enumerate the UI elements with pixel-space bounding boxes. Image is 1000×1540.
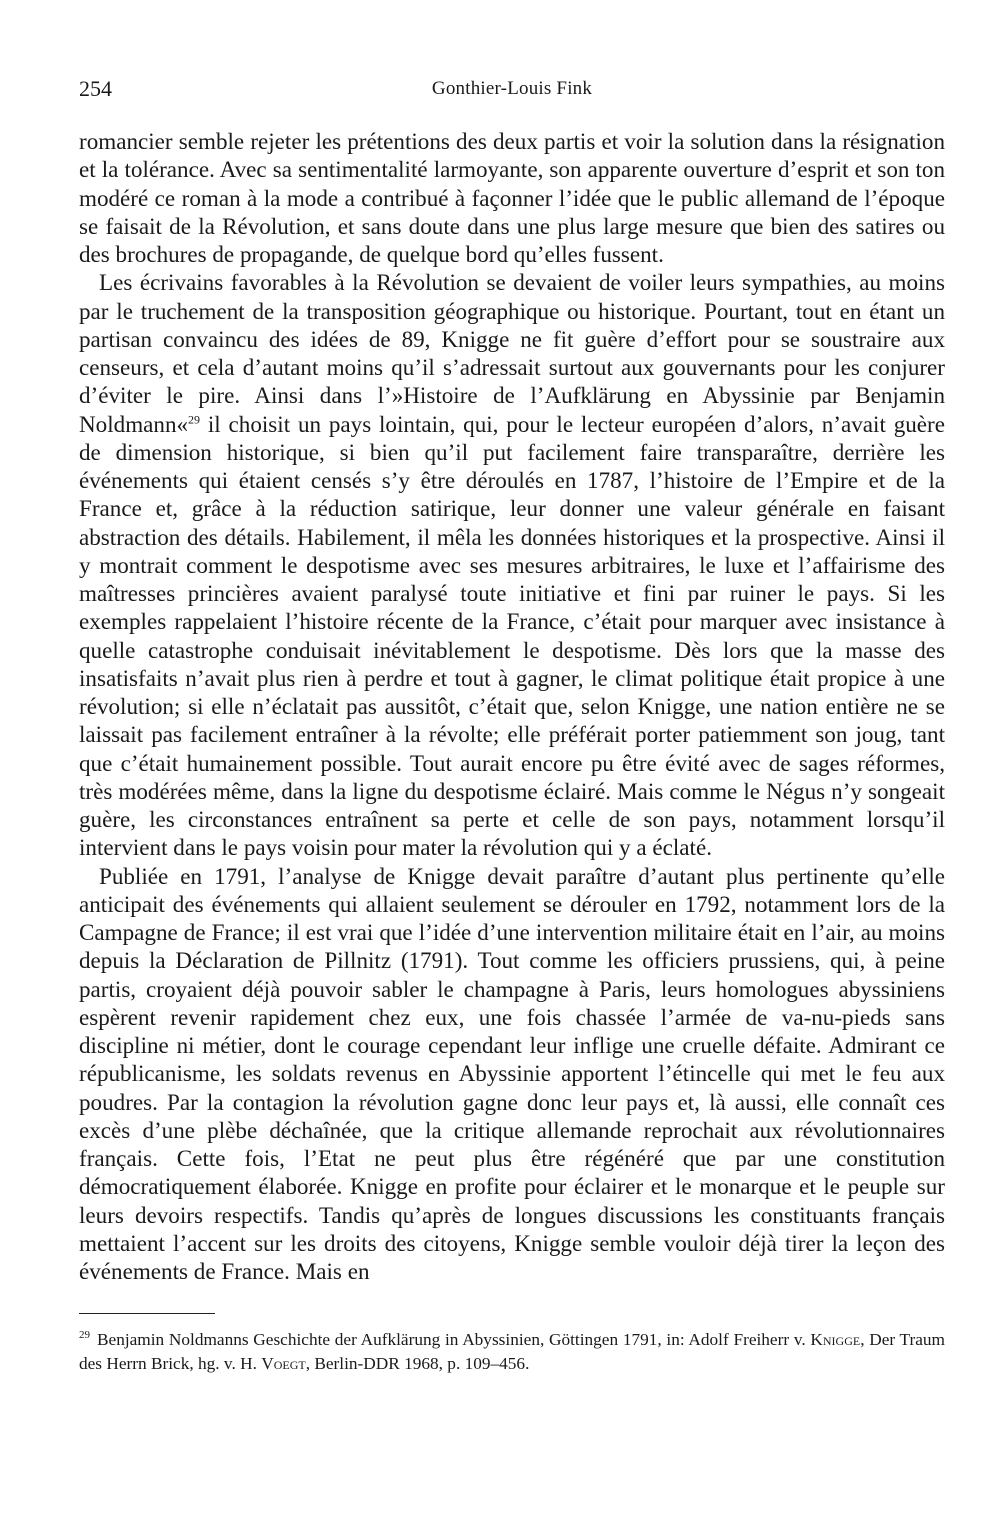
page-header <box>79 74 945 104</box>
footnote-editor: Voegt <box>261 1354 306 1374</box>
footnote-author: Knigge <box>810 1330 861 1350</box>
paragraph-1: romancier semble rejeter les prétentions des deux partis et voir la solution dans la résignation et la tolérance. Avec sa sentimentalité larmoyante, son apparente ouverture d’esprit et son ton modéré ce roman à la mode a contribué à façonner l’idée que le public allemand de l’époque se faisait de la Révolution, et sans doute dans une plus large mesure que bien des satires ou des brochures de propagande, de quelque bord qu’elles fussent. <box>79 128 945 267</box>
footnote-separator <box>79 1313 215 1314</box>
book-page <box>79 74 945 1376</box>
paragraph-3: Publiée en 1791, l’analyse de Knigge devait paraître d’autant plus pertinente qu’elle anticipait des événements qui allaient seulement se dérouler en 1792, notamment lors de la Campagne de France; il est vrai que l’idée d’une intervention militaire était en l’air, au moins depuis la Déclaration de Pillnitz (1791). Tout comme les officiers prussiens, qui, à peine partis, croyaient déjà pouvoir sabler le champagne à Paris, leurs homologues abyssiniens espèrent revenir rapidement chez eux, une fois chassée l’armée de va-nu-pieds sans discipline ni métier, dont le courage cependant leur inflige une cruelle défaite. Admirant ce républicanisme, les soldats revenus en Abyssinie apportent l’étincelle qui met le feu aux poudres. Par la contagion la révolution gagne donc leur pays et, là aussi, elle connaît ces excès d’une plèbe déchaînée, que la critique allemande reprochait aux révolutionnaires français. Cette fois, l’Etat ne peut plus être régénéré que par une constitution démocratiquement élaborée. Knigge en profite pour éclairer et le monarque et le peuple sur leurs devoirs respectifs. Tandis qu’après de longues discussions les constituants français mettaient l’accent sur les droits des citoyens, Knigge semble vouloir déjà tirer la leçon des événements de France. Mais en <box>79 862 945 1284</box>
footnote-text-2: , Der Traum des Herrn Brick, hg. v. H. <box>79 1330 946 1374</box>
body-text <box>79 127 945 1285</box>
page-number: 254 <box>79 76 112 101</box>
running-head: Gonthier-Louis Fink <box>431 78 593 99</box>
paragraph-2-part-2: il choisit un pays lointain, qui, pour le lecteur européen d’alors, n’avait guère de dimension historique, si bien qu’il put facilement faire transparaître, derrière les événements qui étaient censés s’y être déroulés en 1787, l’histoire de l’Empire et de la France et, grâce à la réduction satirique, leur donner une valeur générale en faisant abstraction des détails. Habilement, il mêla les données historiques et la prospective. Ainsi il y montrait comment le despotisme avec ses mesures arbitraires, le luxe et l’affairisme des maîtresses princières avaient paralysé toute initiative et fini par ruiner le pays. Si les exemples rappelaient l’histoire récente de la France, c’était pour marquer avec insistance à quelle catastrophe conduisait inévitablement le despotisme. Dès lors que la masse des insatisfaits n’avait plus rien à perdre et tout à gagner, le climat politique était propice à une révolution; si elle n’éclatait pas aussitôt, c’était que, selon Knigge, une nation entière ne se laissait pas facilement entraîner à la révolte; elle préférait porter patiemment son joug, tant que c’était humainement possible. Tout aurait encore pu être évité avec de sages réformes, très modérées même, dans la ligne du despotisme éclairé. Mais comme le Négus n’y songeait guère, les circonstances entraînent sa perte et celle de son pays, notamment lorsqu’il intervient dans le pays voisin pour mater la révolution qui y a éclaté. <box>79 410 945 861</box>
paragraph-2-part-1: Les écrivains favorables à la Révolution se devaient de voiler leurs sympathies, au moins par le truchement de la transposition géographique ou historique. Pourtant, tout en étant un partisan convaincu des idées de 89, Knigge ne fit guère d’effort pour se soustraire aux censeurs, et cela d’autant moins qu’il s’adressait surtout aux gouvernants pour les conjurer d’éviter le pire. Ainsi dans l’»Histoire de l’Aufklärung en Abyssinie par Benjamin Noldmann« <box>79 269 945 437</box>
paragraph-2 <box>79 268 945 861</box>
footnote-text-1: Benjamin Noldmanns Geschichte der Aufklärung in Abyssinien, Göttingen 1791, in: Adolf Freiherr v. <box>97 1330 811 1350</box>
footnote: 29 Benjamin Noldmanns Geschichte der Aufklärung in Abyssinien, Göttingen 1791, in: Adolf Freiherr v. Knigge, Der Traum des Herrn Brick, hg. v. H. Voegt, Berlin-DDR 1968, p. 109–456. <box>79 1329 946 1374</box>
footnote-text-3: , Berlin-DDR 1968, p. 109–456. <box>305 1354 530 1374</box>
footnote-reference: 29 <box>188 411 201 426</box>
